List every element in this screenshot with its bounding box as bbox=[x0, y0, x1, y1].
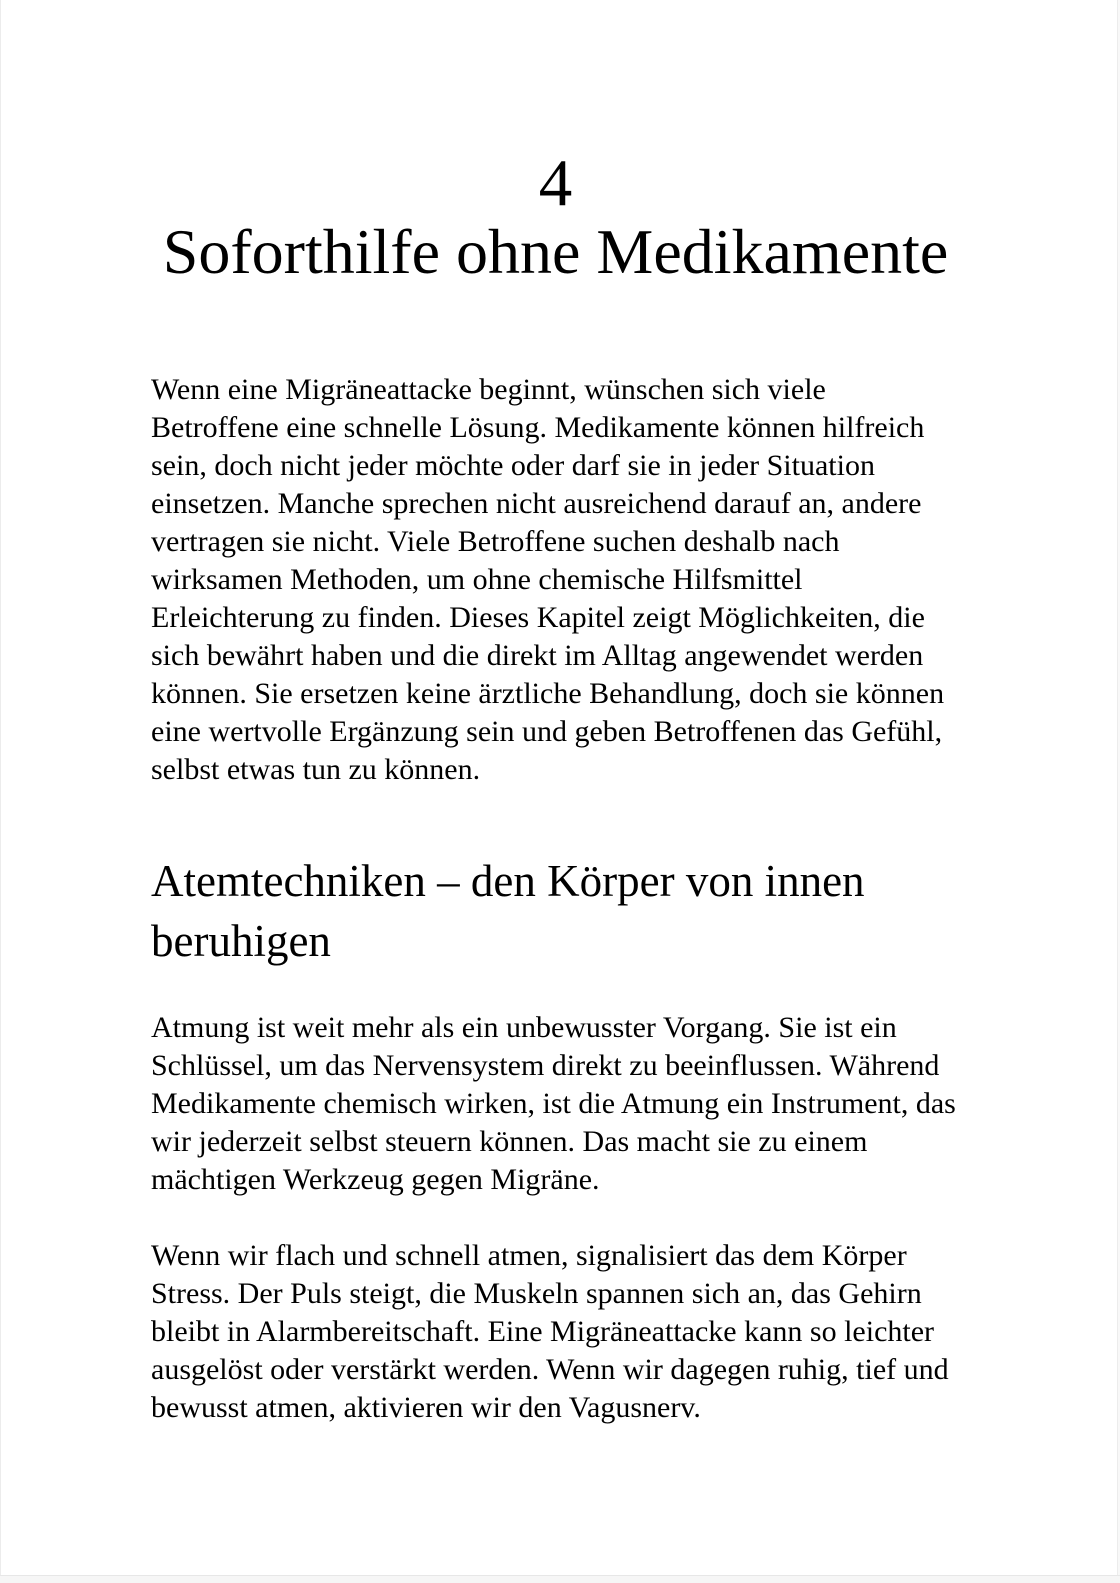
section-heading: Atemtechniken – den Körper von innen beruhigen bbox=[151, 856, 865, 967]
chapter-title: Soforthilfe ohne Medikamente bbox=[162, 216, 949, 287]
section-paragraph-2: Wenn wir flach und schnell atmen, signalisiert das dem Körper Stress. Der Puls steigt, die Muskeln spannen sich an, das Gehirn bleibt in Alarmbereitschaft. Eine Migräneattacke kann so leichter ausgelöst oder verstärkt werden. Wenn wir dagegen ruhig, tief und bewusst atmen, aktivieren wir den Vagusnerv. bbox=[151, 1239, 949, 1425]
section-paragraph-1: Atmung ist weit mehr als ein unbewusster Vorgang. Sie ist ein Schlüssel, um das Nervensystem direkt zu beeinflussen. Während Medikamente chemisch wirken, ist die Atmung ein Instrument, das wir jederzeit selbst steuern können. Das macht sie zu einem mächtigen Werkzeug gegen Migräne. bbox=[151, 1011, 956, 1197]
page-content bbox=[1, 146, 1117, 1427]
page-gap bbox=[0, 1575, 1120, 1583]
intro-paragraph: Wenn eine Migräneattacke beginnt, wünschen sich viele Betroffene eine schnelle Lösung. Medikamente können hilfreich sein, doch nicht jeder möchte oder darf sie in jeder Situation einsetzen. Manche sprechen nicht ausreichend darauf an, andere vertragen sie nicht. Viele Betroffene suchen deshalb nach wirksamen Methoden, um ohne chemische Hilfsmittel Erleichterung zu finden. Dieses Kapitel zeigt Möglichkeiten, die sich bewährt haben und die direkt im Alltag angewendet werden können. Sie ersetzen keine ärztliche Behandlung, doch sie können eine wertvolle Ergänzung sein und geben Betroffenen das Gefühl, selbst etwas tun zu können. bbox=[151, 373, 945, 787]
chapter-number: 4 bbox=[538, 146, 573, 220]
